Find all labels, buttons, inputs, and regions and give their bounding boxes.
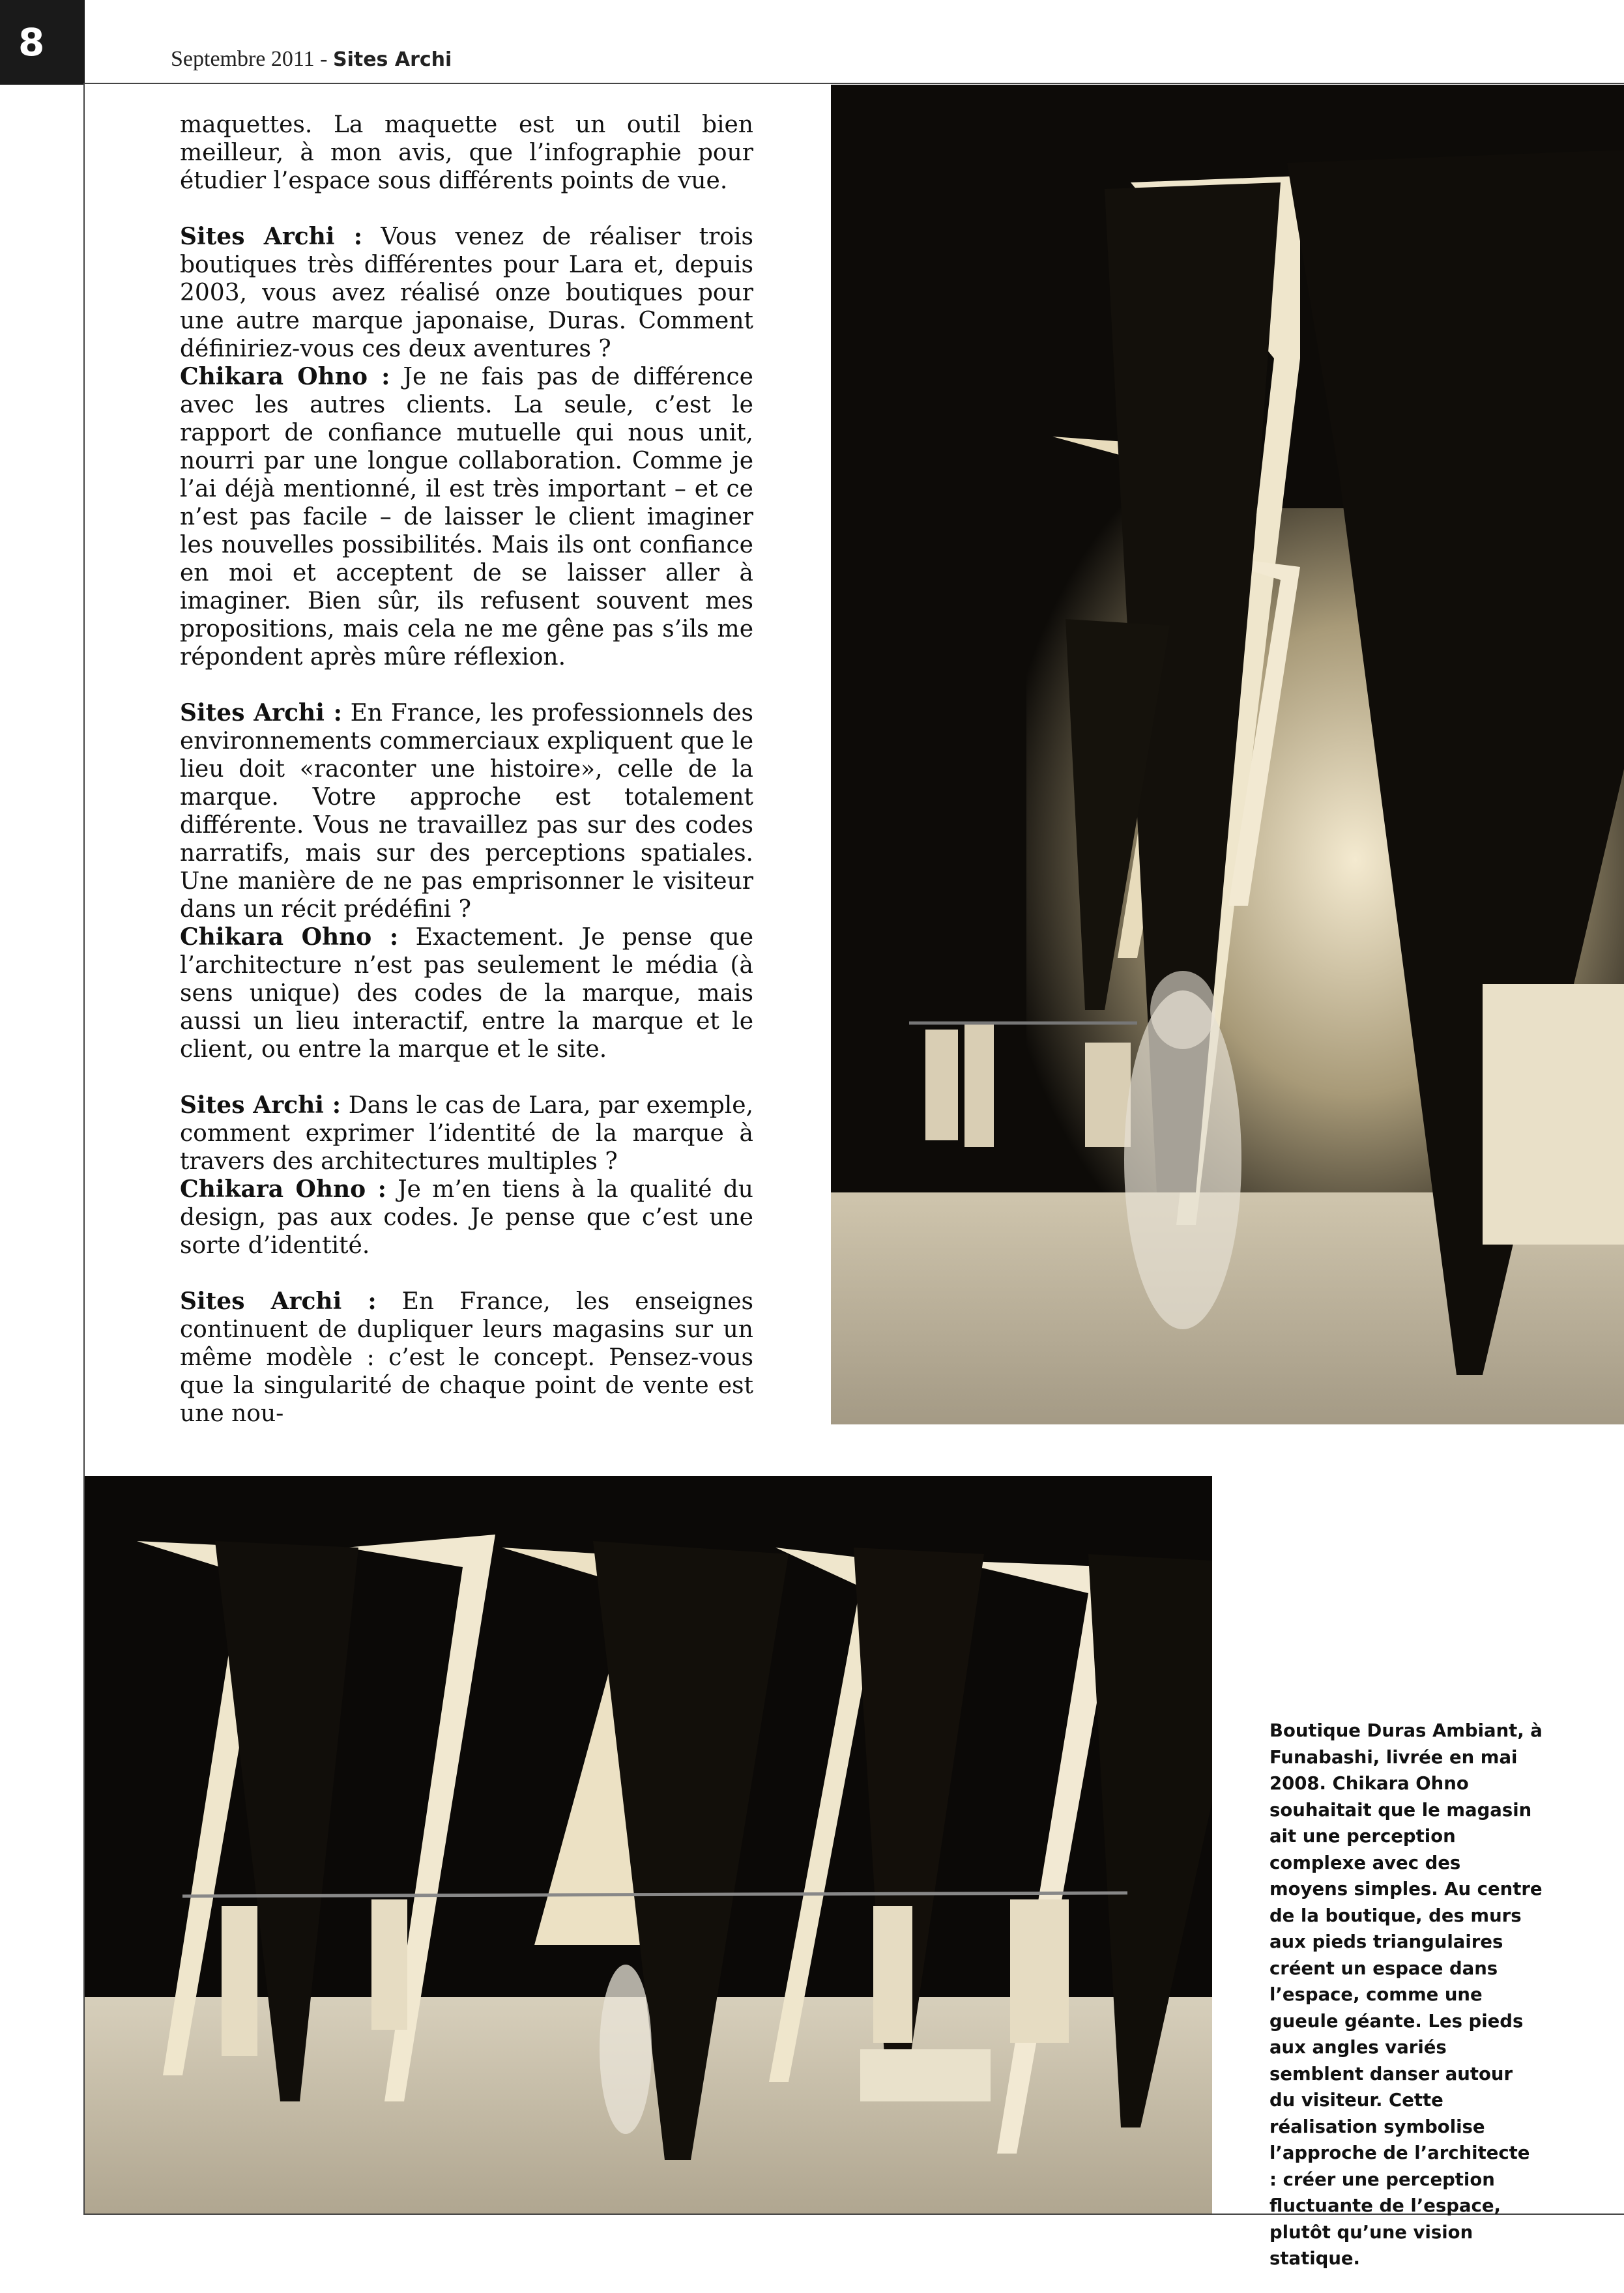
running-header [171,47,452,72]
answer-paragraph [180,1175,753,1260]
question-text: En France, les enseignes continuent de dupliquer leurs magasins sur un même modèle : c’est le concept. Pensez-vous que la singularité de chaque point de vente est une nou- [180,1288,753,1427]
header-rule [85,83,1624,84]
answer-paragraph [180,363,753,671]
magazine-name: Sites Archi [332,48,452,71]
question-text: Dans le cas de Lara, par exemple, comment exprimer l’identité de la marque à travers des architectures multiples ? [180,1092,753,1175]
answer-paragraph [180,923,753,1063]
question-text: Vous venez de réaliser trois boutiques très différentes pour Lara et, depuis 2003, vous avez réalisé onze boutiques pour une autre marque japonaise, Duras. Comment définiriez-vous ces deux aventures ? [180,224,753,362]
speaker-label: Sites Archi : [180,1091,341,1119]
question-paragraph [180,223,753,363]
boutique-photo-horizontal [85,1476,1212,2214]
speaker-label: Chikara Ohno : [180,923,399,951]
page-number: 8 [18,20,45,65]
issue-date: Septembre 2011 - [171,47,333,71]
answer-text: Je m’en tiens à la qualité du design, pas aux codes. Je pense que c’est une sorte d’identité. [180,1176,753,1259]
speaker-label: Sites Archi : [180,1288,377,1315]
question-paragraph [180,699,753,923]
caption-text: Boutique Duras Ambiant, à Funabashi, livrée en mai 2008. Chikara Ohno souhaitait que le magasin ait une perception complexe avec des moyens simples. Au centre de la boutique, des murs aux pieds triangulaires créent un espace dans l’espace, comme une gueule géante. Les pieds aux angles variés semblent danser autour du visiteur. Cette réalisation symbolise l’approche de l’architecte : créer une perception fluctuante de l’espace, plutôt qu’une vision statique. [1269,1720,1543,2269]
speaker-label: Chikara Ohno : [180,363,390,390]
question-paragraph [180,1091,753,1175]
page-number-block [0,0,85,85]
question-text: En France, les professionnels des environnements commerciaux expliquent que le lieu doit «raconter une histoire», celle de la marque. Votre approche est totalement différente. Vous ne travaillez pas sur des codes narratifs, mais sur des perceptions spatiales. Une manière de ne pas emprisonner le visiteur dans un récit prédéfini ? [180,700,754,923]
answer-text: Je ne fais pas de différence avec les autres clients. La seule, c’est le rapport de confiance mutuelle qui nous unit, nourri par une longue collaboration. Comme je l’ai déjà mentionné, il est très important – et ce n’est pas facile – de laisser le client imaginer les nouvelles possibilités. Mais ils ont confiance en moi et acceptent de se laisser aller à imaginer. Bien sûr, ils refusent souvent mes propositions, mais cela ne me gêne pas s’ils me répondent après mûre réflexion. [180,364,753,671]
photo-caption [1269,1718,1543,2272]
answer-text: Exactement. Je pense que l’architecture n’est pas seulement le média (à sens unique) des codes de la marque, mais aussi un lieu interactif, entre la marque et le client, ou entre la marque et le site. [180,924,754,1063]
speaker-label: Sites Archi : [180,699,342,727]
speaker-label: Chikara Ohno : [180,1175,386,1203]
paragraph: maquettes. La maquette est un outil bien meilleur, à mon avis, que l’infographie pour étudier l’espace sous différents points de vue. [180,111,753,194]
speaker-label: Sites Archi : [180,223,363,250]
interview-column [180,111,753,1428]
question-paragraph [180,1288,753,1428]
boutique-photo-vertical [831,85,1624,1424]
